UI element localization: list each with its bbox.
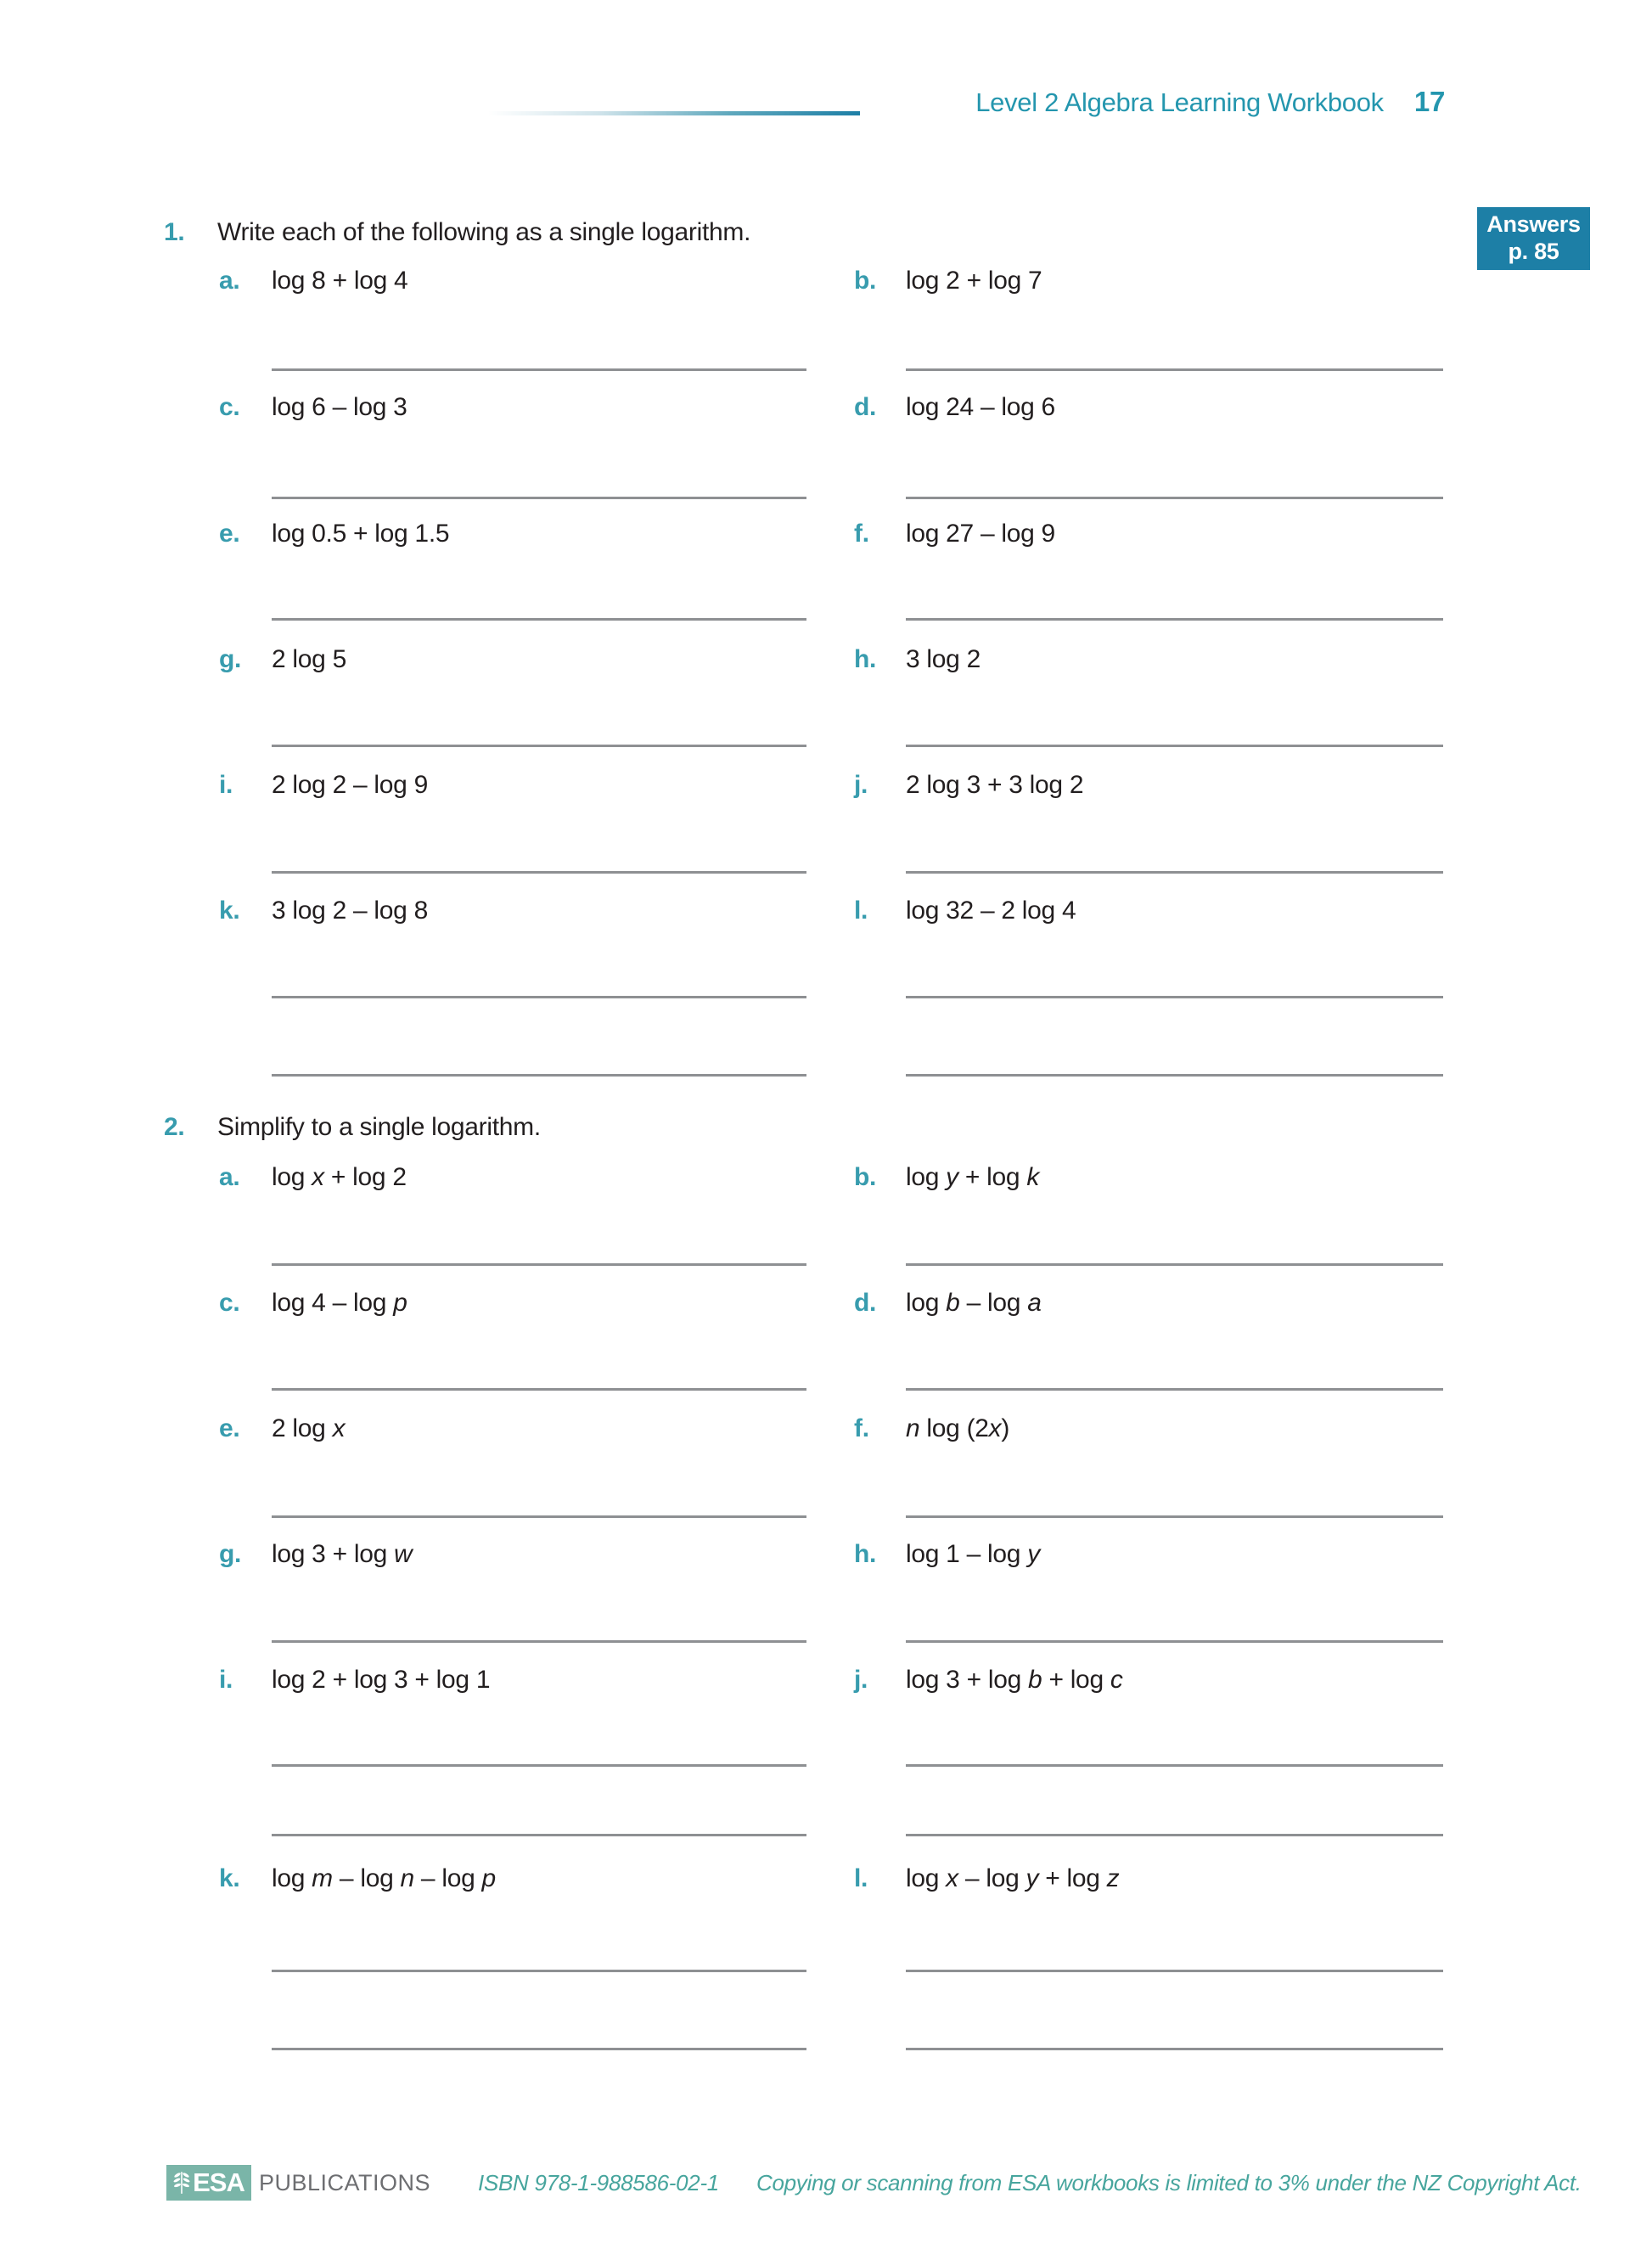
isbn-text: ISBN 978-1-988586-02-1: [478, 2169, 719, 2195]
item-label: d.: [854, 393, 877, 421]
item-label: k.: [219, 1864, 240, 1892]
item-expression: log 4 – log p: [272, 1289, 407, 1317]
answer-line: [906, 996, 1443, 998]
item-expression: log 8 + log 4: [272, 267, 408, 295]
item-label: l.: [854, 1864, 868, 1892]
item-expression: log 1 – log y: [906, 1540, 1040, 1568]
answer-line: [906, 1263, 1443, 1266]
answer-line: [272, 1388, 806, 1391]
answer-line: [272, 368, 806, 371]
item-expression: log 32 – 2 log 4: [906, 897, 1076, 925]
section-number: 2.: [164, 1113, 185, 1141]
item-expression: log x – log y + log z: [906, 1864, 1120, 1892]
esa-tree-icon: [173, 2169, 190, 2196]
item-label: i.: [219, 771, 233, 799]
item-expression: log y + log k: [906, 1163, 1040, 1191]
item-label: f.: [854, 1414, 869, 1442]
answer-line: [906, 1388, 1443, 1391]
item-expression: log x + log 2: [272, 1163, 407, 1191]
publisher-name: PUBLICATIONS: [259, 2169, 431, 2195]
answers-badge: [1477, 207, 1590, 270]
answer-line: [272, 1970, 806, 1972]
answer-line: [272, 871, 806, 874]
section-number: 1.: [164, 218, 185, 246]
answer-line: [906, 2048, 1443, 2050]
item-expression: 3 log 2: [906, 645, 981, 673]
item-expression: log 2 + log 7: [906, 267, 1042, 295]
answer-line: [906, 1640, 1443, 1643]
item-label: d.: [854, 1289, 877, 1317]
badge-answers-label: Answers: [1486, 211, 1581, 237]
item-expression: log 27 – log 9: [906, 520, 1055, 548]
item-label: l.: [854, 897, 868, 925]
item-expression: log 6 – log 3: [272, 393, 407, 421]
item-label: e.: [219, 1414, 240, 1442]
page-header: [0, 86, 1445, 118]
page-footer: [166, 2165, 1582, 2201]
answer-line: [272, 1263, 806, 1266]
item-expression: log 3 + log b + log c: [906, 1666, 1123, 1694]
section-prompt: Simplify to a single logarithm.: [217, 1113, 541, 1141]
item-label: g.: [219, 645, 242, 673]
answer-line: [906, 1074, 1443, 1077]
answer-line: [272, 1074, 806, 1077]
copyright-text: Copying or scanning from ESA workbooks is limited to 3% under the NZ Copyright Act.: [756, 2169, 1582, 2195]
item-label: a.: [219, 1163, 240, 1191]
answer-line: [906, 1515, 1443, 1518]
answer-line: [272, 1640, 806, 1643]
item-label: j.: [854, 1666, 868, 1694]
item-label: k.: [219, 897, 240, 925]
answer-line: [272, 1515, 806, 1518]
item-label: c.: [219, 1289, 240, 1317]
item-expression: 3 log 2 – log 8: [272, 897, 428, 925]
answer-line: [272, 618, 806, 621]
answer-line: [906, 745, 1443, 747]
item-expression: log m – log n – log p: [272, 1864, 496, 1892]
footer-logo: [166, 2165, 251, 2201]
page-number: 17: [1413, 86, 1445, 117]
item-label: h.: [854, 1540, 877, 1568]
answer-line: [906, 871, 1443, 874]
item-expression: log 0.5 + log 1.5: [272, 520, 450, 548]
item-label: b.: [854, 1163, 877, 1191]
item-expression: log 2 + log 3 + log 1: [272, 1666, 491, 1694]
section-prompt: Write each of the following as a single logarithm.: [217, 218, 751, 246]
answer-line: [272, 497, 806, 499]
answer-line: [906, 1834, 1443, 1836]
item-label: i.: [219, 1666, 233, 1694]
item-expression: n log (2x): [906, 1414, 1010, 1442]
answer-line: [272, 1764, 806, 1767]
answer-line: [906, 1970, 1443, 1972]
item-expression: 2 log 3 + 3 log 2: [906, 771, 1084, 799]
item-label: h.: [854, 645, 877, 673]
badge-page-ref: p. 85: [1508, 239, 1559, 264]
answer-line: [906, 1764, 1443, 1767]
item-label: b.: [854, 267, 877, 295]
item-expression: log 24 – log 6: [906, 393, 1055, 421]
logo-esa-text: ESA: [193, 2167, 244, 2197]
item-label: j.: [854, 771, 868, 799]
answer-line: [272, 996, 806, 998]
item-expression: log b – log a: [906, 1289, 1042, 1317]
answer-line: [906, 618, 1443, 621]
answer-line: [906, 497, 1443, 499]
answer-line: [272, 2048, 806, 2050]
answer-line: [906, 368, 1443, 371]
item-label: f.: [854, 520, 869, 548]
item-label: g.: [219, 1540, 242, 1568]
answer-line: [272, 1834, 806, 1836]
answer-line: [272, 745, 806, 747]
item-expression: 2 log 5: [272, 645, 346, 673]
item-expression: 2 log x: [272, 1414, 346, 1442]
item-label: e.: [219, 520, 240, 548]
page-title: Level 2 Algebra Learning Workbook: [975, 87, 1384, 117]
item-expression: log 3 + log w: [272, 1540, 413, 1568]
item-label: c.: [219, 393, 240, 421]
item-label: a.: [219, 267, 240, 295]
item-expression: 2 log 2 – log 9: [272, 771, 428, 799]
